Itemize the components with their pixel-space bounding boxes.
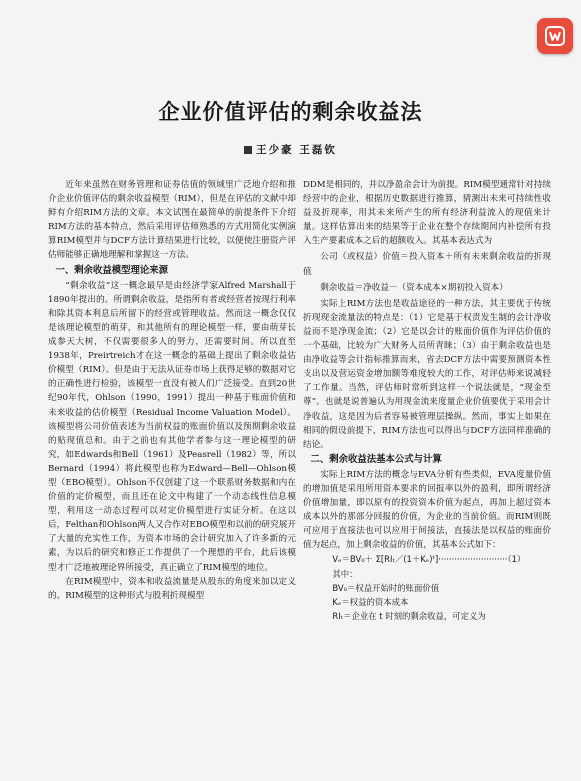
app-badge-icon[interactable] bbox=[537, 18, 573, 54]
right-column bbox=[303, 178, 551, 623]
body-paragraph: 实际上RIM方法也是收益途径的一种方法，其主要优于传统折现现金流量法的特点是：（1）它是基于权责发生制的会计净收益而不是净现金流；（2）它是以会计的账面价值作为评估价值的一个基础，比较为广大财务人员所青睐；（3）由于剩余收益也是由净收益等会计指标推算而来，省去DCF方法中需要预测资本性支出以及营运资金增加额等难度较大的工作，对评估师来说减轻了工作量。当然，评估师时常听到这样一个说法就是，“现金至尊”。也就是说普遍认为用现金流来度量企业价值要优于采用会计净收益，这是因为后者容易被管理层操纵。然而，事实上如果在相同的假设前提下，RIM方法也可以得出与DCF方法同样准确的结论。 bbox=[303, 298, 551, 450]
body-paragraph: 近年来虽然在财务管理和证券估值的领域里广泛地介绍和推介企业价值评估的剩余收益模型（RIM），但是在评估的文献中却鲜有介绍RIM方法的文章。本文试图在最简单的前提条件下介绍RIM方法的基本特点，然后采用评估师熟悉的方式用简化实例演算RIM模型并与DCF方法计算结果进行比较，以便使注册资产评估师能够正确地理解和掌握这一方法。 bbox=[48, 180, 296, 261]
equation-line: 公司（或权益）价值＝投入资本＋所有未来剩余收益的折现值 bbox=[303, 252, 551, 277]
paper-authors bbox=[0, 142, 581, 157]
author-marker-icon bbox=[244, 146, 252, 154]
body-paragraph: DDM是相同的，并以净盈余会计为前提。RIM模型通常针对持续经营中的企业，根据历史数据进行推算，猜测出未来可持续性收益及折现率，用其未来所产生的所有经济利益流入的现值来计量。这样估算出来的结果等于企业在整个存续期间内补偿所有投入生产要素成本之后的超额收入。其基本表达式为 bbox=[303, 180, 551, 247]
author-names: 王少豪 王磊钦 bbox=[256, 144, 337, 156]
formula-line: 其中： bbox=[332, 568, 358, 579]
equation-line: 剩余收益＝净收益－（资本成本×期初投入资本） bbox=[320, 282, 508, 293]
body-paragraph: 实际上RIM方法的概念与EVA分析有些类似，EVA度量价值的增加值是采用所用资本要求的回报率以外的盈利，即所谓经济价值增加量，即以原有的投资资本价值为起点，再加上超过资本成本以外的那部分回报的价值，为企业的当前价值。而RIM则既可应用于直接法也可以应用于间接法，直接法是以权益的账面价值为起点，加上剩余收益的价值，其基本公式如下： bbox=[303, 469, 551, 551]
paper-title: 企业价值评估的剩余收益法 bbox=[158, 99, 423, 124]
section-heading: 二、剩余收益法基本公式与计算 bbox=[310, 453, 442, 465]
left-column bbox=[48, 178, 296, 603]
formula-line: BV₀＝权益开始时的账面价值 bbox=[332, 582, 440, 593]
body-paragraph: 在RIM模型中，资本和收益流量是从股东的角度来加以定义的。RIM模型的这种形式与股利折现模型 bbox=[48, 576, 296, 601]
body-paragraph: “剩余收益”这一概念最早是由经济学家Alfred Marshall于1890年提出的。所谓剩余收益，是指所有者或经营者按现行利率和除其资本利息后所留下的经营或管理收益。然而这一概念仅仅是该理论模型的萌芽，和其他所有的理论模型一样，要由萌芽长成参天大树，不仅需要很多人的努力，还需要时间。所以直至1938年，Preirtreich才在这一概念的基础上提出了剩余收益估价模型（RIM）。但是由于无法从证券市场上获得足够的数据对它的正确性进行检验，该模型一直没有被人们广泛接受。直到20世纪90年代，Ohlson（1990，1991）提出一种基于账面价值和未来收益的估价模型（Residual Income Valuation Model）。该模型将公司价值表述为当前权益的账面价值以及预期剩余收益的贴现值总和。由于之前也有其他学者参与这一理论模型的研究，如Edwards和Bell（1961）及Peasrell（1982）等，所以Bernard（1994）将此模型也称为Edward—Bell—Ohlson模型（EBO模型）。Ohlson不仅创建了这一个联系财务数据和内在价值的定价模型，而且还在论文中构建了一个动态线性信息模型，利用这一动态过程可以对定价模型进行实证分析。在这以后，Felthan和Ohlson两人又合作对EBO模型和以前的研究展开了大量的充实性工作，为资本市场的会计研究加入了许多新的元素，为以后的研究和修正工作提供了一个理想的平台，此后该模型才广泛地被理论界所接受，真正确立了RIM模型的地位。 bbox=[48, 280, 296, 573]
section-heading: 一、剩余收益模型理论来源 bbox=[55, 264, 169, 276]
formula-line: RIₜ＝企业在 t 时刻的剩余收益，可定义为 bbox=[332, 610, 486, 621]
formula-line: Vₑ＝BV₀＋ Σ[RIₜ／(1＋Kₑ)ᵗ]··························（1） bbox=[332, 554, 526, 565]
formula-line: Kₑ＝权益的资本成本 bbox=[332, 596, 409, 607]
